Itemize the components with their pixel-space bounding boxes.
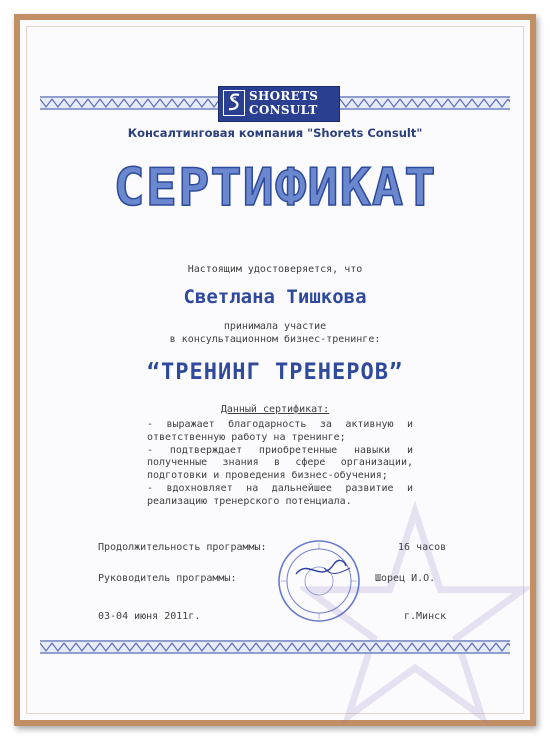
intro-line: Настоящим удостоверяется, что bbox=[187, 264, 363, 275]
course-title: “ТРЕНИНГ ТРЕНЕРОВ” bbox=[146, 360, 404, 385]
certificate-title: СЕРТИФИКАТ bbox=[113, 158, 437, 218]
issue-city: г.Минск bbox=[404, 611, 447, 622]
point-item: - выражает благодарность за активную и ответственную работу на тренинге; bbox=[147, 419, 413, 443]
point-item: - подтверждает приобретенные навыки и полученные знания в сфере организации, подготовки и проведения бизнес-обучения; bbox=[147, 444, 413, 482]
certificate-heading: Данный сертификат: bbox=[220, 404, 330, 415]
recipient-name: Светлана Тишкова bbox=[183, 286, 367, 308]
seal-stamp bbox=[276, 538, 362, 624]
company-line: Консалтинговая компания "Shorets Consult" bbox=[127, 126, 423, 140]
duration-label: Продолжительность программы: bbox=[98, 542, 267, 553]
duration-value: 16 часов bbox=[398, 542, 447, 553]
participation-line-1: принимала участие bbox=[223, 321, 327, 332]
logo-line-2: CONSULT bbox=[249, 103, 318, 117]
certificate-points bbox=[147, 419, 413, 509]
participation-line-2: в консультационном бизнес-тренинге: bbox=[169, 334, 381, 345]
shorets-consult-logo bbox=[218, 86, 340, 122]
director-label: Руководитель программы: bbox=[98, 573, 237, 584]
ornament-pattern bbox=[40, 640, 510, 654]
issue-date: 03-04 июня 2011г. bbox=[98, 611, 201, 622]
logo-line-1: SHORETS bbox=[249, 89, 319, 103]
point-item: - вдохновляет на дальнейшее развитие и реализацию тренерского потенциала. bbox=[147, 482, 413, 507]
director-name: Шорец И.О. bbox=[375, 573, 436, 584]
bottom-ornament-band bbox=[40, 640, 510, 654]
ss-logo-icon bbox=[223, 90, 245, 116]
